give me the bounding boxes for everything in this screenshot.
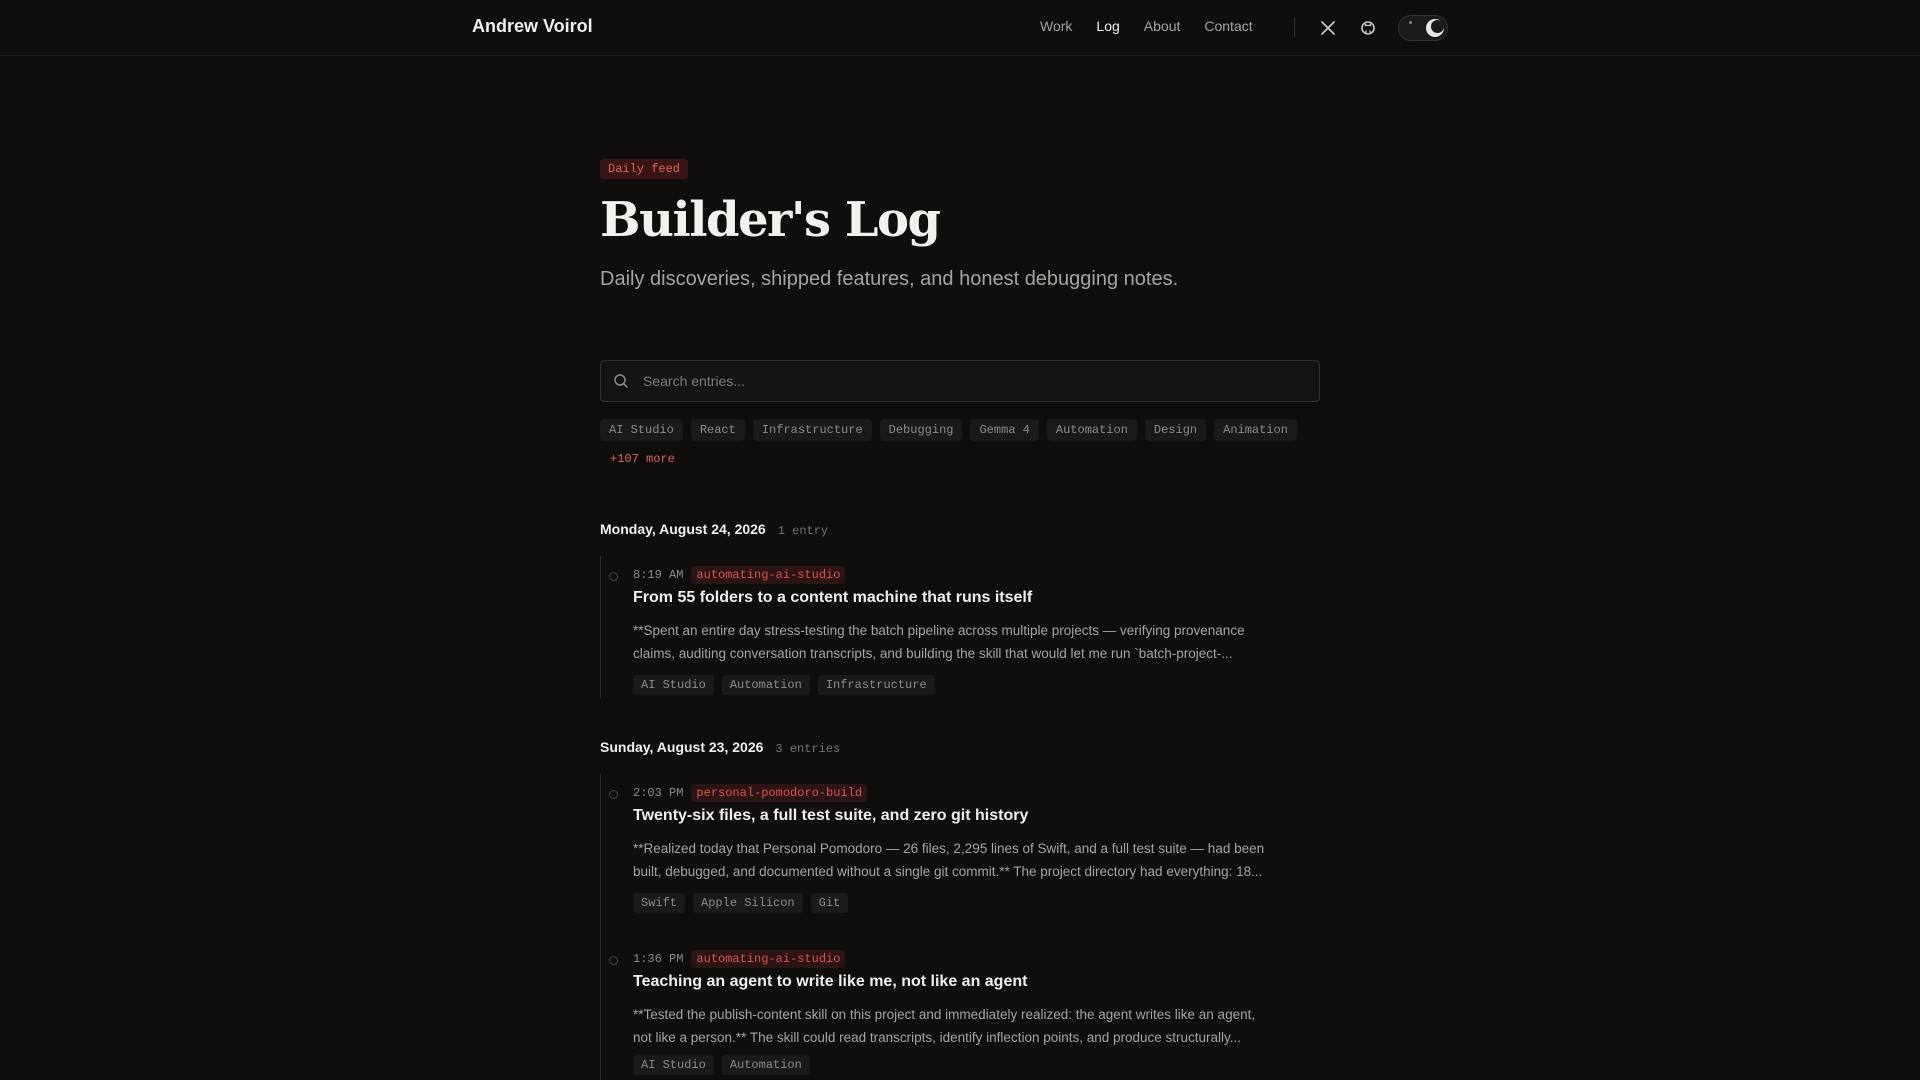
- excerpt-line: built, debugged, and documented without a single git commit.** The project directory had everything: 18...: [633, 864, 1263, 879]
- entry-excerpt: [633, 619, 1320, 665]
- entry-tag[interactable]: Swift: [633, 893, 685, 913]
- filter-tag-automation[interactable]: Automation: [1047, 419, 1137, 441]
- entry-excerpt: [633, 837, 1320, 883]
- page-subtitle: Daily discoveries, shipped features, and honest debugging notes.: [600, 268, 1179, 290]
- entry-tag[interactable]: Infrastructure: [818, 675, 935, 695]
- brand-logo-link[interactable]: Andrew Voirol: [472, 16, 593, 36]
- page-title: Builder's Log: [600, 192, 940, 248]
- day-entry-count: 3 entries: [775, 742, 841, 756]
- entry-project-tag[interactable]: automating-ai-studio: [691, 566, 845, 584]
- daily-feed-badge: Daily feed: [600, 159, 688, 179]
- entry-time: 1:36 PM: [633, 952, 684, 966]
- tag-filter-list: [600, 419, 1320, 441]
- entry-tag[interactable]: AI Studio: [633, 1055, 714, 1075]
- nav-link-about[interactable]: About: [1143, 18, 1181, 34]
- filter-tag-react[interactable]: React: [691, 419, 745, 441]
- entry-project-tag[interactable]: personal-pomodoro-build: [691, 784, 867, 802]
- entry-title-link[interactable]: From 55 folders to a content machine that runs itself: [633, 589, 1033, 606]
- github-icon[interactable]: [1356, 16, 1380, 40]
- timeline-dot: [609, 572, 618, 581]
- moon-icon: [1426, 19, 1444, 37]
- top-navigation-bar: [0, 0, 1920, 56]
- day-entry-count: 1 entry: [777, 524, 829, 538]
- excerpt-line: not like a person.** The skill could read transcripts, identify inflection points, and produce structurally...: [633, 1030, 1242, 1045]
- filter-tag-debugging[interactable]: Debugging: [880, 419, 963, 441]
- entry-meta: [633, 566, 845, 584]
- x-icon[interactable]: [1316, 16, 1340, 40]
- excerpt-line: claims, auditing conversation transcripts, and building the skill that would let me run `batch-project-...: [633, 646, 1233, 661]
- search-input[interactable]: [641, 361, 1301, 401]
- nav-link-work[interactable]: Work: [1040, 18, 1073, 34]
- entry-time: 8:19 AM: [633, 568, 684, 582]
- primary-nav: [1040, 18, 1277, 34]
- entry-tag-list: [633, 1055, 810, 1075]
- timeline-dot: [609, 790, 618, 799]
- entry-tag[interactable]: AI Studio: [633, 675, 714, 695]
- entry-tag-list: [633, 675, 935, 695]
- day-date: Monday, August 24, 2026: [600, 521, 766, 537]
- search-box: [600, 360, 1320, 402]
- entry-excerpt: [633, 1003, 1320, 1049]
- nav-link-contact[interactable]: Contact: [1204, 18, 1253, 34]
- entry-tag[interactable]: Apple Silicon: [693, 893, 803, 913]
- filter-tag-animation[interactable]: Animation: [1214, 419, 1297, 441]
- entry-tag[interactable]: Automation: [722, 1055, 810, 1075]
- day-header: [600, 521, 828, 538]
- nav-divider: [1294, 17, 1295, 37]
- search-icon: [613, 373, 629, 394]
- nav-link-log[interactable]: Log: [1096, 18, 1120, 34]
- entry-meta: [633, 950, 845, 968]
- filter-tag-ai-studio[interactable]: AI Studio: [600, 419, 683, 441]
- excerpt-line: **Tested the publish-content skill on this project and immediately realized: the agent writes like an agent,: [633, 1007, 1256, 1022]
- log-entry: [600, 950, 1320, 1080]
- day-date: Sunday, August 23, 2026: [600, 739, 764, 755]
- entry-tag-list: [633, 893, 848, 913]
- more-tags-button[interactable]: +107 more: [610, 452, 675, 466]
- day-header: [600, 739, 840, 756]
- log-entry: [600, 784, 1320, 914]
- entry-tag[interactable]: Git: [811, 893, 849, 913]
- excerpt-line: **Realized today that Personal Pomodoro — 26 files, 2,295 lines of Swift, and a full test suite — had been: [633, 841, 1265, 856]
- excerpt-line: **Spent an entire day stress-testing the batch pipeline across multiple projects — verifying provenance: [633, 623, 1245, 638]
- filter-tag-gemma-4[interactable]: Gemma 4: [970, 419, 1038, 441]
- entry-tag[interactable]: Automation: [722, 675, 810, 695]
- entry-time: 2:03 PM: [633, 786, 684, 800]
- entry-title-link[interactable]: Twenty-six files, a full test suite, and zero git history: [633, 807, 1029, 824]
- entry-project-tag[interactable]: automating-ai-studio: [691, 950, 845, 968]
- filter-tag-infrastructure[interactable]: Infrastructure: [753, 419, 872, 441]
- theme-toggle[interactable]: [1398, 15, 1448, 41]
- entry-meta: [633, 784, 867, 802]
- log-entry: [600, 566, 1320, 696]
- timeline-dot: [609, 956, 618, 965]
- filter-tag-design[interactable]: Design: [1145, 419, 1206, 441]
- stars-icon: [1409, 21, 1412, 24]
- entry-title-link[interactable]: Teaching an agent to write like me, not like an agent: [633, 973, 1028, 990]
